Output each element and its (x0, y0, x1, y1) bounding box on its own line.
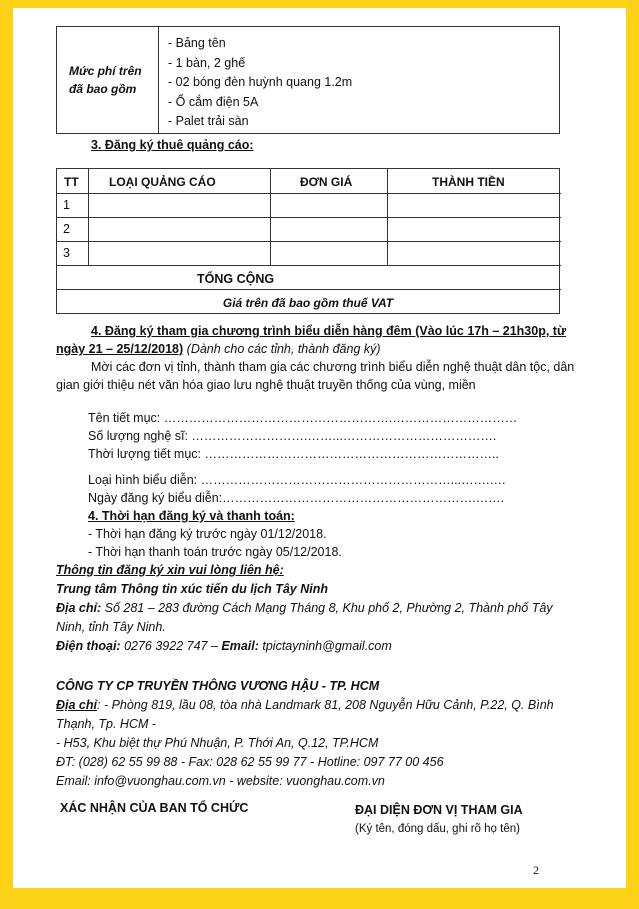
section4b-title: 4. Thời hạn đăng ký và thanh toán: (88, 509, 295, 523)
section4-desc-line1: Mời các đơn vị tỉnh, thành tham gia các chương trình biểu diễn nghệ thuật dân tộc, dân (91, 360, 575, 374)
ad-table (56, 168, 560, 314)
fee-items (168, 34, 352, 132)
section3-title: 3. Đăng ký thuê quảng cáo: (91, 138, 254, 152)
company-address-line1: Địa chỉ: - Phòng 819, lầu 08, tòa nhà Landmark 81, 208 Nguyễn Hữu Cảnh, P.22, Q. Bình (56, 698, 554, 712)
field-duration: Thời lượng tiết mục: …………………………………………………………….. (88, 447, 499, 461)
contact-heading: Thông tin đăng ký xin vui lòng liên hệ: (56, 563, 284, 577)
signature-right-title: ĐẠI DIỆN ĐƠN VỊ THAM GIA (355, 803, 523, 817)
fee-item: - Palet trải sàn (168, 114, 249, 128)
payment-deadline: - Thời hạn thanh toán trước ngày 05/12/2018. (88, 545, 342, 559)
fee-item: - 02 bóng đèn huỳnh quang 1.2m (168, 75, 353, 89)
fee-table (56, 26, 560, 134)
section4-desc-line2: gian giới thiệu nét văn hóa giao lưu nghệ thuật truyền thống của vùng, miền (56, 378, 476, 392)
fee-item: - Ổ cắm điện 5A (168, 94, 259, 109)
company-address-line2: Thạnh, Tp. HCM - (56, 717, 157, 731)
company-email-line: Email: info@vuonghau.com.vn - website: vuonghau.com.vn (56, 774, 385, 788)
total-label: TỔNG CỘNG (197, 272, 275, 286)
section4-title-line1: 4. Đăng ký tham gia chương trình biểu diễn hàng đêm (Vào lúc 17h – 21h30p, từ (91, 324, 566, 338)
row-number: 2 (63, 222, 70, 236)
field-performance-date: Ngày đăng ký biểu diễn:…………………………………………………….……. (88, 491, 505, 505)
header-tt: TT (64, 175, 79, 189)
registration-deadline: - Thời hạn đăng ký trước ngày 01/12/2018. (88, 527, 327, 541)
section4-title-line2: ngày 21 – 25/12/2018) (Dành cho các tỉnh, thành đăng ký) (56, 342, 381, 356)
header-ad-type: LOẠI QUẢNG CÁO (109, 175, 216, 189)
fee-label-line2: đã bao gồm (69, 82, 137, 96)
company-address-line3: - H53, Khu biệt thự Phú Nhuận, P. Thới An, Q.12, TP.HCM (56, 736, 379, 750)
fee-item: - 1 bàn, 2 ghế (168, 55, 246, 70)
contact-address-line1: Địa chỉ: Số 281 – 283 đường Cách Mạng Tháng 8, Khu phố 2, Phường 2, Thành phố Tây (56, 601, 553, 615)
fee-item: - Bảng tên (168, 36, 226, 50)
page-number: 2 (533, 863, 539, 877)
contact-address-line2: Ninh, tỉnh Tây Ninh. (56, 620, 166, 634)
signature-left-title: XÁC NHẬN CỦA BAN TỔ CHỨC (60, 801, 249, 815)
row-number: 3 (63, 246, 70, 260)
contact-org: Trung tâm Thông tin xúc tiến du lịch Tây Ninh (56, 582, 328, 596)
company-name: CÔNG TY CP TRUYỀN THÔNG VƯƠNG HẬU - TP. HCM (56, 679, 380, 693)
document-page (13, 8, 626, 888)
contact-phone-email: Điện thoại: 0276 3922 747 – Email: tpictayninh@gmail.com (56, 639, 392, 653)
signature-right-note: (Ký tên, đóng dấu, ghi rõ họ tên) (355, 823, 520, 835)
field-performance-type: Loại hình biểu diễn: ……………………………………………………...…….…. (88, 473, 506, 487)
header-unit-price: ĐƠN GIÁ (300, 175, 353, 189)
field-program-name: Tên tiết mục: ……………………………………………….………………………… (88, 411, 518, 425)
vat-note: Giá trên đã bao gồm thuế VAT (222, 296, 394, 310)
fee-label-line1: Mức phí trên (69, 64, 142, 78)
header-total: THÀNH TIỀN (432, 175, 505, 189)
company-phone-line: ĐT: (028) 62 55 99 88 - Fax: 028 62 55 99 77 - Hotline: 097 77 00 456 (56, 755, 444, 769)
row-number: 1 (63, 198, 70, 212)
fee-label (57, 27, 159, 133)
field-artist-count: Số lượng nghệ sĩ: ……………………….……...………………………………. (88, 429, 497, 443)
